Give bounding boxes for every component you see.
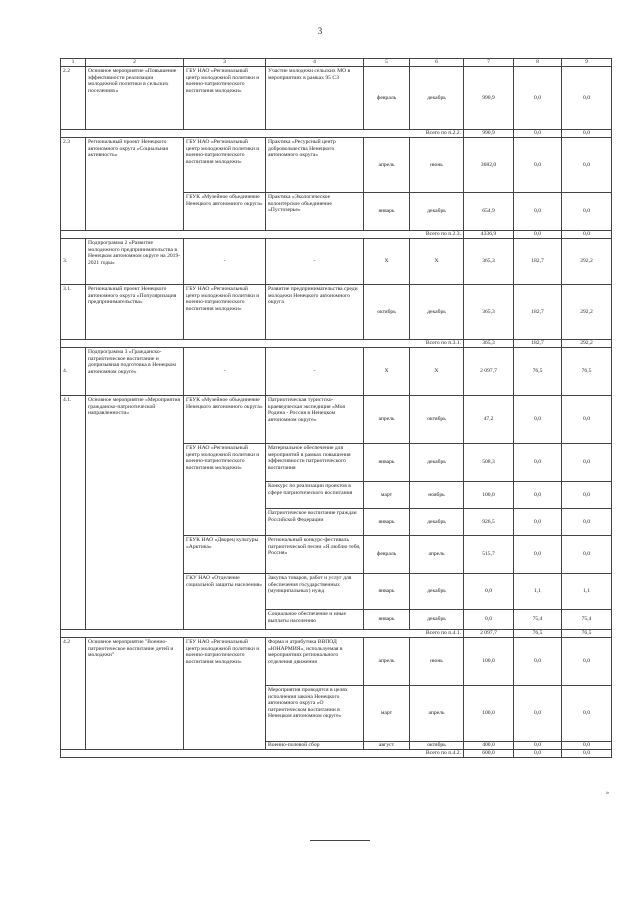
event: - (266, 348, 364, 396)
value-col8: 182,7 (514, 285, 562, 340)
column-number: 3 (184, 59, 266, 67)
total-col7: 2 097,7 (464, 630, 514, 638)
event: - (266, 239, 364, 285)
total-col9: 0,0 (562, 750, 612, 758)
item-name: Подпрограмма 2 «Развитие молодежного предпринимательства в Ненецком автономном округе на 2019-2021 годы» (86, 239, 184, 285)
value-col9: 0,0 (562, 638, 612, 686)
end-month: декабрь (410, 509, 464, 536)
value-col9: 0,0 (562, 138, 612, 193)
closing-quote-mark: » (606, 790, 609, 796)
value-col9: 0,0 (562, 742, 612, 750)
end-month: декабрь (410, 574, 464, 610)
value-col8: 75,4 (514, 610, 562, 630)
column-number: 5 (364, 59, 410, 67)
value-col7: 0,0 (464, 574, 514, 610)
executor: ГКУ НАО «Отделение социальной защиты населения» (184, 574, 266, 630)
total-row (61, 630, 612, 638)
table-row (61, 239, 612, 285)
executor: ГБУ НАО «Региональный центр молодежной политики и военно-патриотического воспитания молодежи» (184, 285, 266, 340)
start-month: январь (364, 574, 410, 610)
column-number: 2 (86, 59, 184, 67)
start-month: январь (364, 509, 410, 536)
value-col7: 654,9 (464, 193, 514, 231)
event: Материальное обеспечение для мероприятий в рамках повышения эффективности патриотического воспитания (266, 444, 364, 482)
total-col7: 990,9 (464, 130, 514, 138)
item-number: 3. (61, 239, 86, 285)
total-col9: 0,0 (562, 130, 612, 138)
total-col7: 365,3 (464, 340, 514, 348)
total-label: Всего по п.4.2. (61, 750, 464, 758)
total-col7: 600,0 (464, 750, 514, 758)
executor: ГБУ НАО «Региональный центр молодежной политики и военно-патриотического воспитания молодежи» (184, 444, 266, 536)
value-col8: 1,1 (514, 574, 562, 610)
value-col7: 0,0 (464, 610, 514, 630)
start-month: октябрь (364, 285, 410, 340)
value-col9: 0,0 (562, 509, 612, 536)
event: Социальное обеспечение и иные выплаты населению (266, 610, 364, 630)
total-label: Всего по п.4.1. (61, 630, 464, 638)
event: Патриотическая туристско-краеведческая экспедиция «Моя Родина - Россия в Ненецком автономном округе» (266, 396, 364, 444)
end-month: апрель (410, 686, 464, 742)
executor: ГБУК «Музейное объединение Ненецкого автономного округа» (184, 396, 266, 444)
value-col8: 0,0 (514, 638, 562, 686)
executor: ГБУ НАО «Региональный центр молодежной политики и военно-патриотического воспитания молодежи» (184, 67, 266, 130)
end-month: Х (410, 239, 464, 285)
executor: - (184, 348, 266, 396)
end-month: апрель (410, 536, 464, 574)
end-month: июнь (410, 638, 464, 686)
value-col7: 508,3 (464, 444, 514, 482)
table-row (61, 348, 612, 396)
value-col9: 0,0 (562, 67, 612, 130)
end-month: декабрь (410, 193, 464, 231)
value-col9: 0,0 (562, 396, 612, 444)
value-col8: 0,0 (514, 686, 562, 742)
item-number: 4.1. (61, 396, 86, 630)
table-row (61, 638, 612, 686)
total-label: Всего по п.3.1. (61, 340, 464, 348)
value-col8: 0,0 (514, 67, 562, 130)
value-col9: 292,2 (562, 285, 612, 340)
end-month: декабрь (410, 610, 464, 630)
total-col8: 0,0 (514, 130, 562, 138)
value-col9: 0,0 (562, 686, 612, 742)
start-month: март (364, 686, 410, 742)
executor: - (184, 239, 266, 285)
end-month: июнь (410, 138, 464, 193)
column-number: 1 (61, 59, 86, 67)
value-col9: 0,0 (562, 482, 612, 509)
executor: ГБУК НАО «Дворец культуры «Арктика» (184, 536, 266, 574)
item-number: 2.2 (61, 67, 86, 130)
item-number: 3.1. (61, 285, 86, 340)
end-month: Х (410, 348, 464, 396)
event: Военно-полевой сбор (266, 742, 364, 750)
event: Патриотическое воспитание граждан Российской Федерации (266, 509, 364, 536)
value-col7: 365,3 (464, 285, 514, 340)
total-col7: 4336,9 (464, 231, 514, 239)
column-numbers-row (61, 59, 612, 67)
value-col8: 0,0 (514, 509, 562, 536)
value-col9: 292,2 (562, 239, 612, 285)
column-number: 8 (514, 59, 562, 67)
end-month: декабрь (410, 444, 464, 482)
program-table (60, 58, 612, 758)
event: Конкурс по реализации проектов в сфере патриотического воспитания (266, 482, 364, 509)
total-row (61, 231, 612, 239)
event: Участие молодежи сельских МО в мероприятиях в рамках 95 СЗ (266, 67, 364, 130)
value-col7: 990,9 (464, 67, 514, 130)
value-col9: 76,5 (562, 348, 612, 396)
value-col8: 0,0 (514, 138, 562, 193)
total-col9: 76,5 (562, 630, 612, 638)
table-row (61, 67, 612, 130)
value-col8: 76,5 (514, 348, 562, 396)
table-row (61, 138, 612, 193)
start-month: март (364, 482, 410, 509)
start-month: февраль (364, 536, 410, 574)
total-label: Всего по п.2.3. (61, 231, 464, 239)
total-col8: 0,0 (514, 750, 562, 758)
column-number: 4 (266, 59, 364, 67)
total-col9: 292,2 (562, 340, 612, 348)
total-row (61, 130, 612, 138)
total-label: Всего по п.2.2. (61, 130, 464, 138)
value-col7: 2 097,7 (464, 348, 514, 396)
item-name: Основное мероприятие «Мероприятия гражданско-патриотической направленности» (86, 396, 184, 630)
start-month: январь (364, 444, 410, 482)
start-month: Х (364, 348, 410, 396)
value-col7: 926,5 (464, 509, 514, 536)
executor: ГБУК «Музейное объединение Ненецкого автономного округа» (184, 193, 266, 231)
executor: ГБУ НАО «Региональный центр молодежной политики и военно-патриотического воспитания молодежи» (184, 638, 266, 750)
value-col7: 515,7 (464, 536, 514, 574)
value-col9: 0,0 (562, 193, 612, 231)
value-col9: 75,4 (562, 610, 612, 630)
total-col8: 76,5 (514, 630, 562, 638)
end-month: декабрь (410, 285, 464, 340)
value-col9: 1,1 (562, 574, 612, 610)
value-col8: 182,7 (514, 239, 562, 285)
value-col8: 0,0 (514, 444, 562, 482)
value-col9: 0,0 (562, 536, 612, 574)
value-col8: 0,0 (514, 482, 562, 509)
item-name: Региональный проект Ненецкого автономного округа «Социальная активность» (86, 138, 184, 231)
start-month: январь (364, 610, 410, 630)
start-month: август (364, 742, 410, 750)
executor: ГБУ НАО «Региональный центр молодежной политики и военно-патриотического воспитания молодежи» (184, 138, 266, 193)
start-month: апрель (364, 138, 410, 193)
item-name: Подпрограмма 3 «Гражданско-патриотическое воспитание и допризывная подготовка в Ненецком автономном округе» (86, 348, 184, 396)
item-name: Региональный проект Ненецкого автономного округа «Популяризация предпринимательства» (86, 285, 184, 340)
value-col7: 47,2 (464, 396, 514, 444)
total-col9: 0,0 (562, 231, 612, 239)
event: Развитие предпринимательства среди молодежи Ненецкого автономного округа (266, 285, 364, 340)
column-number: 6 (410, 59, 464, 67)
column-number: 7 (464, 59, 514, 67)
item-name: Основное мероприятие «Повышение эффективности реализации молодежной политики в сельских поселениях» (86, 67, 184, 130)
page-number: 3 (317, 26, 323, 36)
total-col8: 0,0 (514, 231, 562, 239)
start-month: февраль (364, 67, 410, 130)
event: Форма и атрибутика ВВПОД «ЮНАРМИЯ», используемая в мероприятиях регионального отделения движения (266, 638, 364, 686)
end-month: октябрь (410, 396, 464, 444)
item-name: Основное мероприятие "Военно-патриотическое воспитание детей и молодежи" (86, 638, 184, 750)
value-col7: 365,3 (464, 239, 514, 285)
end-month: ноябрь (410, 482, 464, 509)
item-number: 4. (61, 348, 86, 396)
end-month: декабрь (410, 67, 464, 130)
item-number: 4.2 (61, 638, 86, 750)
start-month: Х (364, 239, 410, 285)
total-row (61, 750, 612, 758)
value-col7: 100,0 (464, 638, 514, 686)
event: Практика «Ресурсный центр добровольчества Ненецкого автономного округа» (266, 138, 364, 193)
event: Региональный конкурс-фестиваль патриотической песни «Я люблю тебя, Россия» (266, 536, 364, 574)
value-col9: 0,0 (562, 444, 612, 482)
event: Закупка товаров, работ и услуг для обеспечения государственных (муниципальных) нужд (266, 574, 364, 610)
value-col7: 400,0 (464, 742, 514, 750)
item-number: 2.3 (61, 138, 86, 231)
start-month: январь (364, 193, 410, 231)
start-month: апрель (364, 396, 410, 444)
value-col7: 100,0 (464, 482, 514, 509)
column-number: 9 (562, 59, 612, 67)
value-col8: 0,0 (514, 193, 562, 231)
event: Практика «Экологическое волонтерское объединение «Пустозерье» (266, 193, 364, 231)
end-month: октябрь (410, 742, 464, 750)
total-col8: 182,7 (514, 340, 562, 348)
value-col7: 100,0 (464, 686, 514, 742)
total-row (61, 340, 612, 348)
footer-divider (310, 840, 370, 841)
value-col8: 0,0 (514, 396, 562, 444)
event: Мероприятия проводятся в целях исполнения закона Ненецкого автономного округа «О патриотическом воспитании в Ненецком автономном округе» (266, 686, 364, 742)
table-row (61, 396, 612, 444)
value-col8: 0,0 (514, 536, 562, 574)
table-row (61, 285, 612, 340)
value-col8: 0,0 (514, 742, 562, 750)
value-col7: 3682,0 (464, 138, 514, 193)
start-month: апрель (364, 638, 410, 686)
